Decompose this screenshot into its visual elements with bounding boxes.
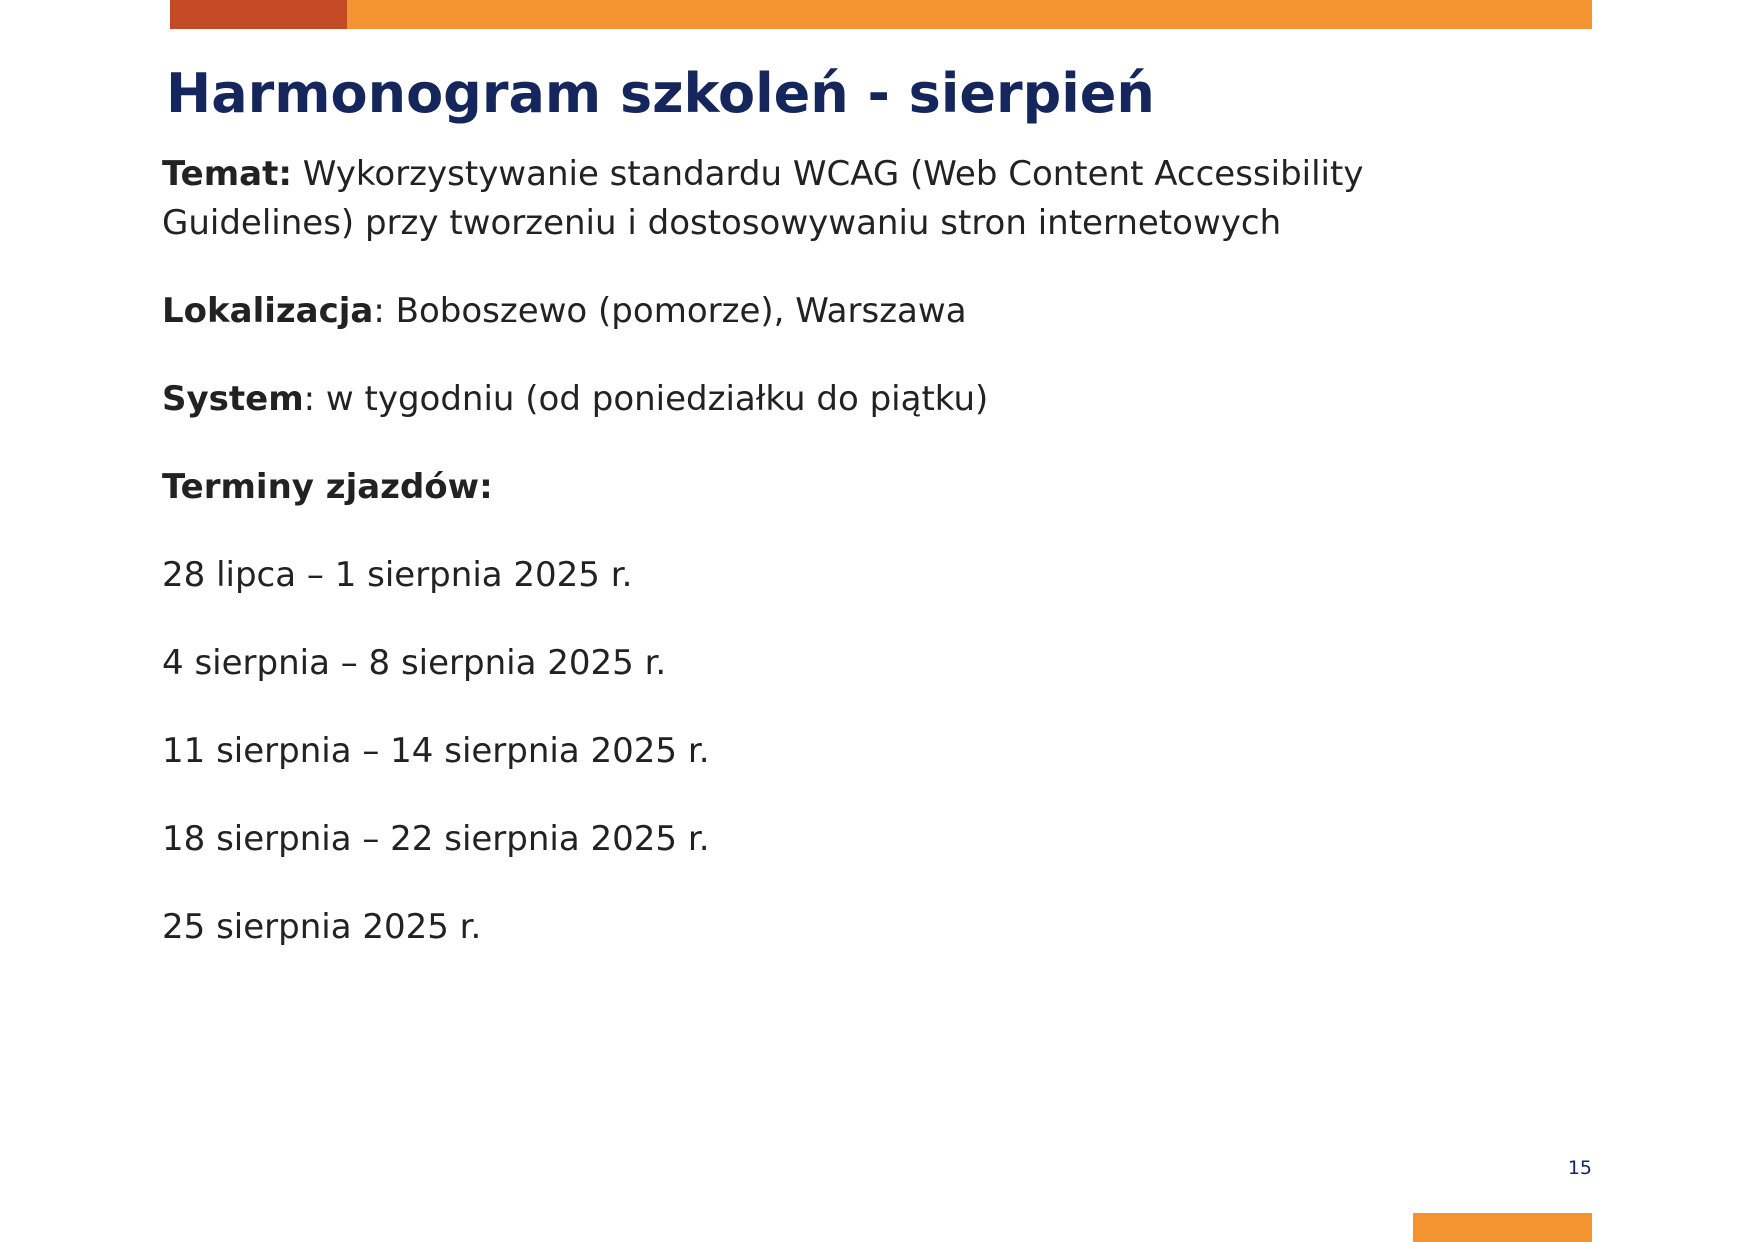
session-date-5: 25 sierpnia 2025 r.: [162, 907, 482, 947]
slide-content: [162, 150, 1542, 952]
page-number: 15: [1567, 1157, 1592, 1179]
page-title: Harmonogram szkoleń - sierpień: [166, 62, 1155, 125]
top-decorative-bar: [170, 0, 1592, 29]
session-date-2: 4 sierpnia – 8 sierpnia 2025 r.: [162, 643, 667, 683]
location-paragraph: [162, 287, 1542, 336]
session-date-1: 28 lipca – 1 sierpnia 2025 r.: [162, 555, 633, 595]
session-date-4: 18 sierpnia – 22 sierpnia 2025 r.: [162, 819, 710, 859]
location-label: Lokalizacja: [162, 291, 374, 331]
topic-value: Wykorzystywanie standardu WCAG (Web Content Accessibility Guidelines) przy tworzeniu i dostosowywaniu stron internetowych: [162, 154, 1364, 243]
session-date-3: 11 sierpnia – 14 sierpnia 2025 r.: [162, 731, 710, 771]
topic-label: Temat:: [162, 154, 292, 194]
top-accent-block: [170, 0, 347, 29]
system-paragraph: [162, 375, 1542, 424]
sessions-heading: Terminy zjazdów:: [162, 467, 493, 507]
bottom-decorative-bar: [1413, 1213, 1592, 1242]
topic-paragraph: [162, 150, 1542, 248]
system-value: : w tygodniu (od poniedziałku do piątku): [303, 379, 989, 419]
system-label: System: [162, 379, 304, 419]
location-value: : Boboszewo (pomorze), Warszawa: [373, 291, 967, 331]
